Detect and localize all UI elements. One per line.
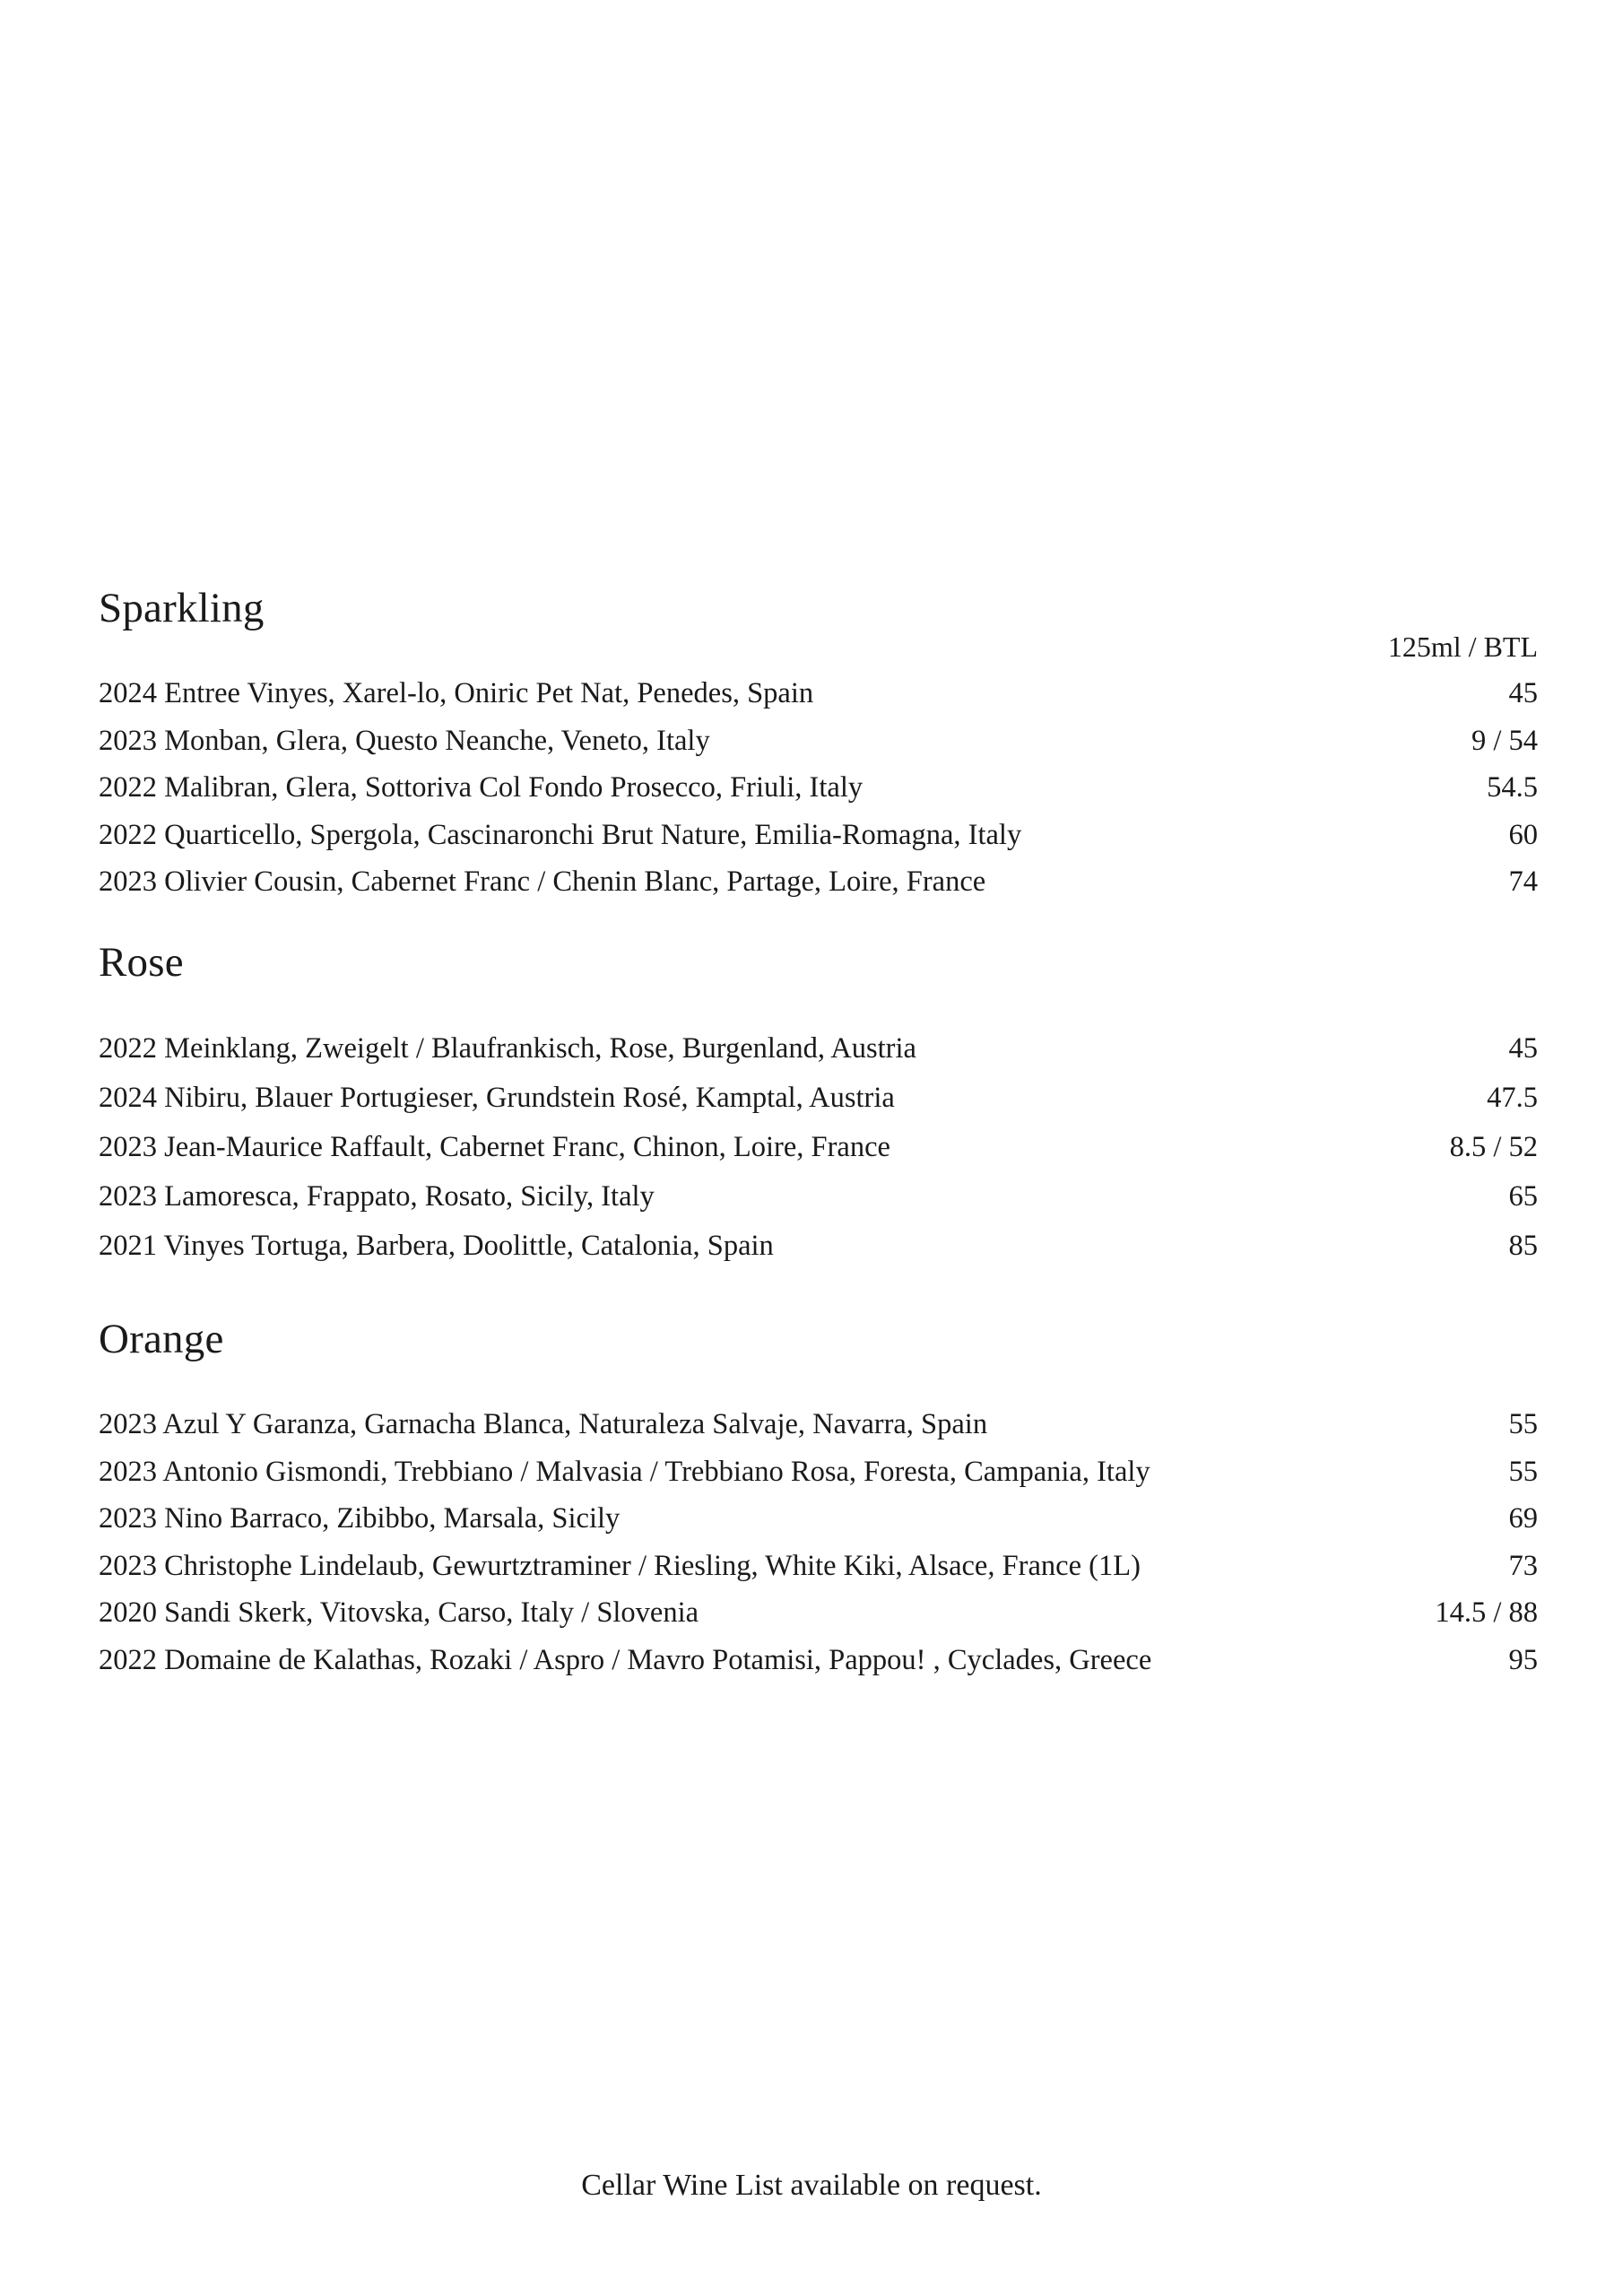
wine-price: 9 / 54 bbox=[1471, 724, 1538, 757]
wine-row bbox=[99, 812, 1538, 859]
section-title: Orange bbox=[99, 1316, 224, 1362]
wine-name: 2024 Nibiru, Blauer Portugieser, Grundstein Rosé, Kamptal, Austria bbox=[99, 1082, 895, 1115]
section-orange bbox=[99, 1316, 1538, 1683]
wine-row bbox=[99, 670, 1538, 718]
wine-name: 2024 Entree Vinyes, Xarel-lo, Oniric Pet Nat, Penedes, Spain bbox=[99, 677, 814, 709]
wine-row bbox=[99, 1401, 1538, 1448]
wine-price: 54.5 bbox=[1487, 771, 1538, 804]
wine-price: 69 bbox=[1508, 1502, 1538, 1535]
wine-row bbox=[99, 764, 1538, 812]
wine-row bbox=[99, 1024, 1538, 1074]
section-sparkling bbox=[99, 585, 1538, 906]
wine-name: 2020 Sandi Skerk, Vitovska, Carso, Italy / Slovenia bbox=[99, 1596, 699, 1629]
wine-name: 2022 Quarticello, Spergola, Cascinaronchi Brut Nature, Emilia-Romagna, Italy bbox=[99, 818, 1022, 851]
wine-name: 2023 Jean-Maurice Raffault, Cabernet Franc, Chinon, Loire, France bbox=[99, 1131, 890, 1164]
wine-list bbox=[99, 1024, 1538, 1271]
wine-price: 45 bbox=[1508, 1032, 1538, 1065]
wine-name: 2023 Monban, Glera, Questo Neanche, Veneto, Italy bbox=[99, 724, 710, 757]
section-header bbox=[99, 585, 1538, 670]
wine-row bbox=[99, 1074, 1538, 1123]
wine-name: 2023 Olivier Cousin, Cabernet Franc / Chenin Blanc, Partage, Loire, France bbox=[99, 865, 986, 898]
wine-name: 2022 Malibran, Glera, Sottoriva Col Fondo Prosecco, Friuli, Italy bbox=[99, 771, 864, 804]
wine-row bbox=[99, 1637, 1538, 1684]
section-title: Rose bbox=[99, 939, 184, 986]
wine-row bbox=[99, 1495, 1538, 1543]
wine-name: 2022 Domaine de Kalathas, Rozaki / Aspro / Mavro Potamisi, Pappou! , Cyclades, Greece bbox=[99, 1643, 1152, 1676]
section-header bbox=[99, 1316, 1538, 1401]
wine-price: 73 bbox=[1508, 1549, 1538, 1582]
wine-list bbox=[99, 1401, 1538, 1683]
section-title: Sparkling bbox=[99, 585, 265, 631]
wine-price: 8.5 / 52 bbox=[1449, 1131, 1538, 1164]
wine-price: 74 bbox=[1508, 865, 1538, 898]
wine-row bbox=[99, 1448, 1538, 1496]
wine-price: 14.5 / 88 bbox=[1435, 1596, 1538, 1629]
wine-name: 2023 Antonio Gismondi, Trebbiano / Malvasia / Trebbiano Rosa, Foresta, Campania, Italy bbox=[99, 1455, 1150, 1488]
cellar-list-note: Cellar Wine List available on request. bbox=[581, 2169, 1042, 2202]
wine-name: 2023 Lamoresca, Frappato, Rosato, Sicily, Italy bbox=[99, 1180, 655, 1213]
wine-price: 60 bbox=[1508, 818, 1538, 851]
wine-price: 55 bbox=[1508, 1455, 1538, 1488]
wine-row bbox=[99, 1543, 1538, 1590]
wine-name: 2021 Vinyes Tortuga, Barbera, Doolittle, Catalonia, Spain bbox=[99, 1230, 774, 1263]
wine-row bbox=[99, 718, 1538, 765]
wine-price: 65 bbox=[1508, 1180, 1538, 1213]
wine-price: 55 bbox=[1508, 1408, 1538, 1440]
serving-size-label: 125ml / BTL bbox=[1387, 631, 1538, 663]
section-header bbox=[99, 939, 1538, 1024]
wine-price: 95 bbox=[1508, 1643, 1538, 1676]
wine-name: 2022 Meinklang, Zweigelt / Blaufrankisch, Rose, Burgenland, Austria bbox=[99, 1032, 916, 1065]
wine-name: 2023 Azul Y Garanza, Garnacha Blanca, Naturaleza Salvaje, Navarra, Spain bbox=[99, 1408, 988, 1440]
wine-row bbox=[99, 1172, 1538, 1222]
wine-name: 2023 Christophe Lindelaub, Gewurtztraminer / Riesling, White Kiki, Alsace, France (1L) bbox=[99, 1549, 1141, 1582]
wine-list bbox=[99, 670, 1538, 906]
wine-row bbox=[99, 1222, 1538, 1271]
wine-price: 45 bbox=[1508, 677, 1538, 709]
wine-row bbox=[99, 1123, 1538, 1172]
wine-price: 47.5 bbox=[1487, 1082, 1538, 1115]
wine-price: 85 bbox=[1508, 1230, 1538, 1263]
wine-row bbox=[99, 1589, 1538, 1637]
wine-row bbox=[99, 858, 1538, 906]
section-rose bbox=[99, 939, 1538, 1271]
wine-name: 2023 Nino Barraco, Zibibbo, Marsala, Sicily bbox=[99, 1502, 621, 1535]
